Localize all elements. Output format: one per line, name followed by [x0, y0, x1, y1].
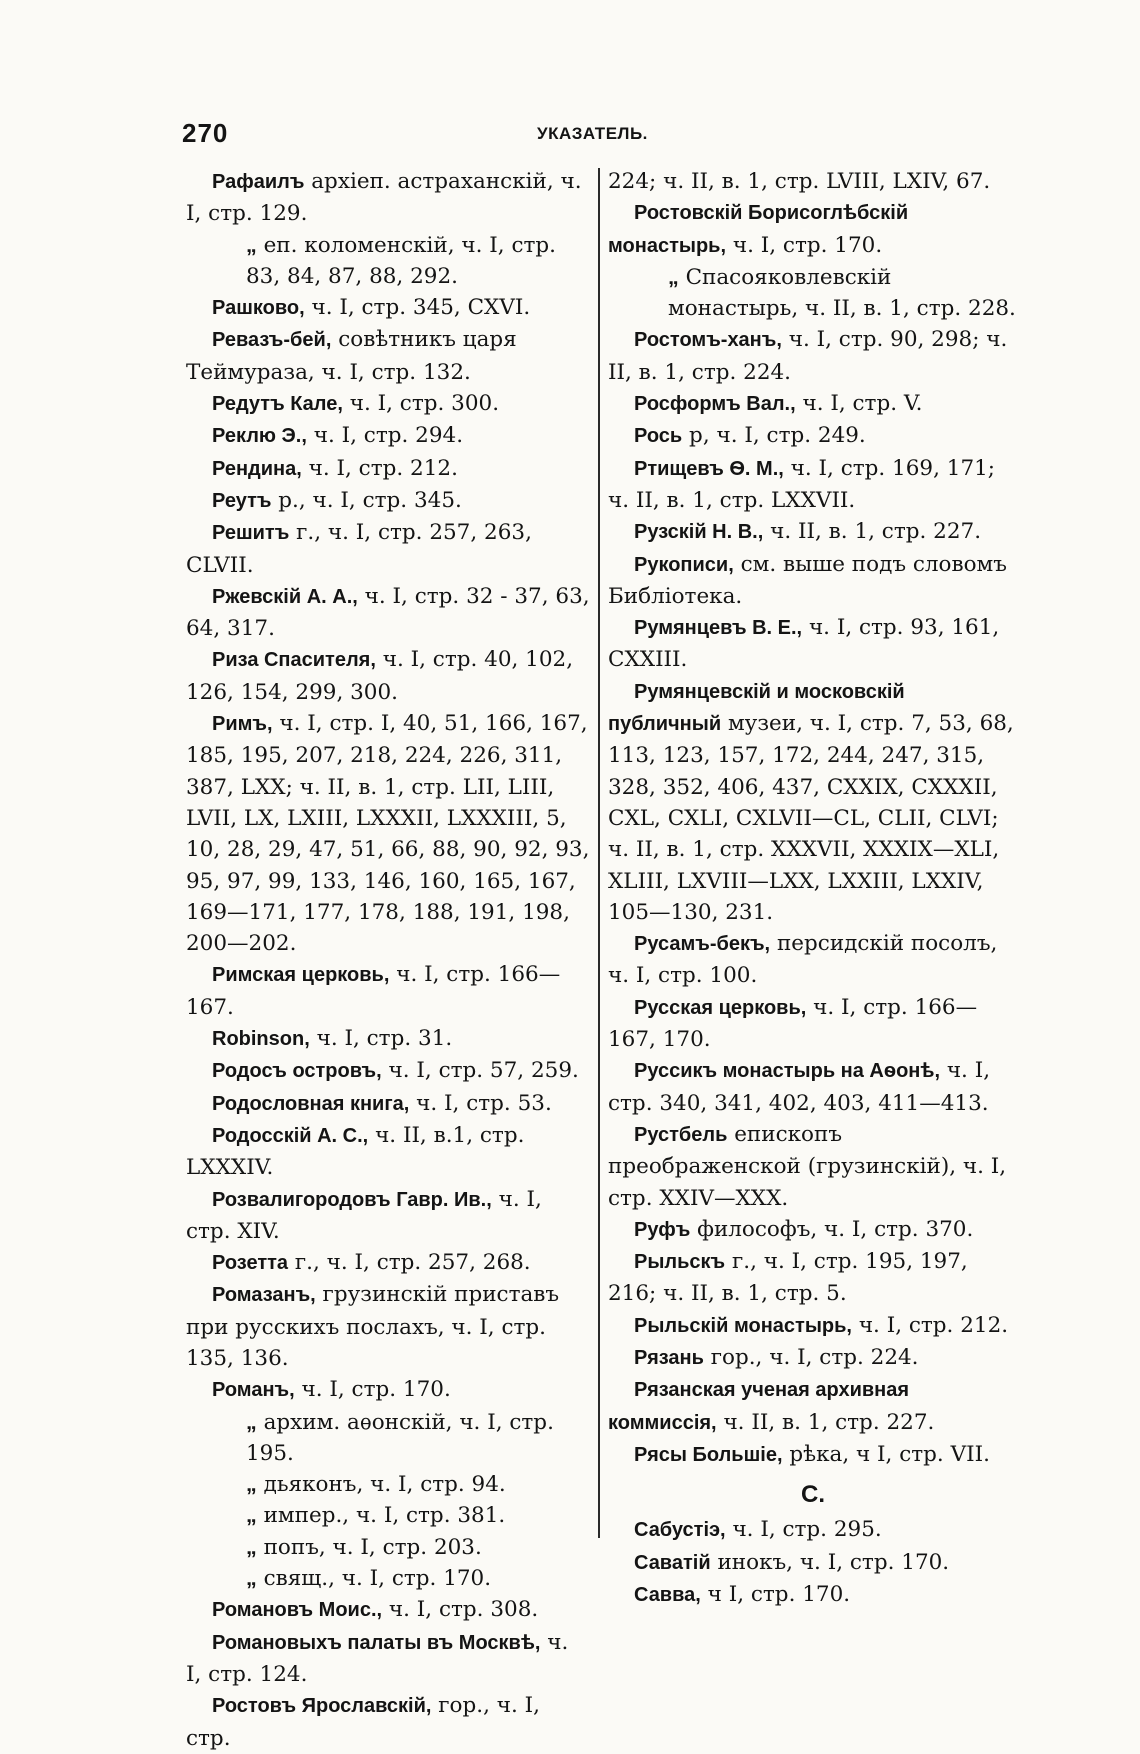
entry-references: г., ч. I, стр. 257, 268. [288, 1250, 531, 1276]
entry-references: инокъ, ч. I, стр. 170. [710, 1549, 950, 1575]
index-column-left [186, 166, 590, 1754]
entry-headword: Родословная книга, [212, 1092, 410, 1115]
index-entry [186, 1594, 590, 1626]
entry-references: совѣтникъ царя Теймураза, ч. I, стр. 132. [186, 327, 517, 385]
index-entry [186, 1088, 590, 1120]
entry-references: гор., ч. I, стр. 224. [703, 1344, 919, 1370]
entry-references: ч. I, стр. 124. [186, 1629, 569, 1687]
entry-references: епископъ преображенской (грузинскій), ч. I, стр. XXIV—XXX. [608, 1121, 1007, 1211]
entry-references: ч. I, стр. 31. [309, 1026, 453, 1052]
index-entry [608, 1579, 1018, 1611]
entry-references: грузинскій приставъ при русскихъ послахъ, ч. I, стр. 135, 136. [186, 1282, 560, 1371]
entry-headword: Рустбель [634, 1123, 728, 1146]
index-entry [186, 388, 590, 420]
entry-references: дьяконъ, ч. I, стр. 94. [256, 1472, 506, 1498]
entry-references: ч. I, стр. 166—167. [186, 962, 561, 1020]
entry-headword: Рафаилъ [212, 171, 305, 193]
entry-references: архим. аѳонскій, ч. I, стр. 195. [246, 1409, 554, 1466]
entry-references: ч. I, стр. 300. [342, 391, 500, 417]
entry-headword: Росформъ Вал., [634, 393, 796, 416]
entry-references: ч. I, стр. XIV. [186, 1186, 542, 1244]
entry-references: г., ч. I, стр. 257, 263, CLVII. [186, 520, 532, 578]
index-entry [608, 388, 1018, 420]
entry-headword: Ржевскій А. А., [212, 585, 358, 608]
entry-headword: Рукописи, [634, 553, 734, 576]
entry-references: ч. I, стр. 170. [294, 1377, 451, 1403]
entry-references: гор., ч. I, стр. [186, 1693, 540, 1751]
entry-references: Спасояковлевскій монастырь, ч. II, в. 1, стр. 228. [668, 264, 1016, 322]
entry-references: ч. I, стр. 170. [726, 232, 883, 258]
index-entry [186, 1563, 590, 1594]
entry-headword: Рязань [634, 1346, 704, 1369]
entry-headword: Русамъ-бекъ, [634, 933, 771, 956]
page-header [182, 118, 942, 158]
entry-headword: Романъ, [212, 1379, 295, 1402]
index-entry [186, 1055, 590, 1087]
index-entry [186, 517, 590, 581]
entry-references: ч. I, стр. V. [795, 391, 923, 417]
index-entry [608, 676, 1018, 928]
index-entry [186, 1500, 590, 1531]
index-entry [608, 197, 1018, 262]
ditto-mark: „ [246, 232, 257, 257]
index-entry [186, 485, 590, 517]
entry-headword: Рось [634, 425, 683, 448]
entry-references: ч. I, стр. 212. [851, 1312, 1009, 1338]
index-entry [608, 1374, 1018, 1439]
entry-headword: Решитъ [212, 522, 290, 545]
entry-headword: Рендина, [212, 457, 302, 480]
entry-headword: Розвалигородовъ Гавр. Ив., [212, 1188, 492, 1211]
entry-references: ч. II, в. 1, стр. 227. [716, 1409, 935, 1435]
entry-headword: Родосскій А. С., [212, 1124, 369, 1147]
index-entry [608, 549, 1018, 613]
index-entry [608, 420, 1018, 452]
running-head: УКАЗАТЕЛЬ. [537, 124, 648, 143]
entry-references: см. выше подъ словомъ Библіотека. [608, 551, 1007, 609]
entry-references: р., ч. I, стр. 345. [271, 487, 462, 513]
index-entry [608, 1119, 1018, 1214]
entry-references: ч. I, стр. 90, 298; ч. II, в. 1, стр. 224. [608, 327, 1008, 385]
index-entry [186, 1184, 590, 1248]
index-entry [608, 1547, 1018, 1579]
entry-references: ч. I, стр. I, 40, 51, 166, 167, 185, 195, 207, 218, 224, 226, 311, 387, LXX; ч. II, в. 1, стр. LII, LIII, LVII, LX, LXIII, LXXXII, LXXXIII, 5, 10, 28, 29, 47, 51, 66, 88, 90, 92, 93, 95, 97, 99, 133, 146, 160, 165, 167, 169—171, 177, 178, 188, 191, 198, 200—202. [186, 711, 590, 957]
entry-headword: Рясы Большіе, [634, 1443, 783, 1466]
entry-references: ч I, стр. 170. [700, 1582, 851, 1608]
entry-headword: Саватій [634, 1551, 711, 1574]
entry-references: персидскій посолъ, ч. I, стр. 100. [608, 931, 998, 989]
index-entry [186, 166, 590, 230]
index-entry [186, 1120, 590, 1184]
index-entry [608, 1310, 1018, 1342]
entry-headword: Родосъ островъ, [212, 1060, 382, 1083]
section-letter: С. [801, 1481, 825, 1509]
index-entry [186, 1627, 590, 1691]
index-entry [186, 708, 590, 959]
entry-headword: Ртищевъ Ѳ. М., [634, 457, 784, 480]
entry-headword: Ромазанъ, [212, 1284, 316, 1307]
index-entry [186, 453, 590, 485]
index-entry [186, 324, 590, 388]
index-entry [186, 644, 590, 708]
index-entry [186, 581, 590, 645]
entry-headword: Румянцевъ В. Е., [634, 617, 803, 640]
entry-headword: Реутъ [212, 489, 272, 512]
ditto-mark: „ [246, 1566, 257, 1591]
entry-references: ч. I, стр. 308. [382, 1597, 539, 1623]
entry-references: ч. I, стр. 295. [725, 1517, 882, 1543]
entry-references: рѣка, ч I, стр. VII. [782, 1441, 990, 1467]
entry-headword: Русская церковь, [634, 996, 807, 1019]
ditto-mark: „ [668, 264, 679, 289]
entry-headword: Robinson, [212, 1028, 310, 1051]
index-entry [608, 453, 1018, 517]
entry-references: попъ, ч. I, стр. 203. [256, 1534, 482, 1560]
entry-headword: Ростовъ Ярославскій, [212, 1695, 432, 1718]
entry-headword: Рыльскъ [634, 1251, 726, 1274]
entry-headword: Сабустіэ, [634, 1519, 726, 1542]
entry-references: ч. II, в. 1, стр. 227. [763, 519, 982, 545]
entry-headword: Ростомъ-ханъ, [634, 329, 782, 352]
index-entry [186, 1469, 590, 1500]
entry-references: ч. I, стр. 53. [409, 1090, 552, 1116]
entry-headword: Руфъ [634, 1218, 691, 1241]
entry-headword: Ростовскій Борисоглѣбскій монастырь, [608, 202, 909, 257]
entry-headword: Рашково, [212, 297, 305, 320]
entry-references: импер., ч. I, стр. 381. [256, 1503, 506, 1529]
index-entry [608, 516, 1018, 548]
index-column-right [608, 166, 1018, 1611]
entry-references: ч. I, стр. 166—167, 170. [608, 994, 978, 1053]
entry-headword: Редутъ Кале, [212, 393, 343, 416]
entry-references: ч. I, стр. 57, 259. [381, 1058, 579, 1084]
entry-headword: Рыльскій монастырь, [634, 1314, 852, 1337]
entry-headword: Рузскій Н. В., [634, 521, 764, 544]
entry-references: ч. I, стр. 212. [301, 455, 458, 481]
index-entry [186, 1374, 590, 1406]
entry-references: ч. I, стр. 340, 341, 402, 403, 411—413. [608, 1058, 991, 1116]
entry-headword: Римъ, [212, 713, 273, 736]
index-entry [186, 420, 590, 452]
entry-references: философъ, ч. I, стр. 370. [690, 1216, 974, 1242]
index-entry [186, 1690, 590, 1754]
page-number: 270 [182, 118, 229, 148]
entry-references: свящ., ч. I, стр. 170. [256, 1566, 492, 1592]
entry-references: ч. II, в.1, стр. LXXXIV. [186, 1122, 525, 1181]
entry-headword: Савва, [634, 1584, 701, 1607]
entry-headword: Розетта [212, 1252, 289, 1275]
ditto-mark: „ [246, 1534, 257, 1559]
index-entry [186, 292, 590, 324]
entry-references: архіеп. астраханскій, ч. I, стр. 129. [186, 169, 582, 227]
entry-continuation: 224; ч. II, в. 1, стр. LVIII, LXIV, 67. [608, 169, 991, 194]
index-entry [186, 1247, 590, 1279]
index-entry [608, 1342, 1018, 1374]
entry-headword: Риза Спасителя, [212, 649, 376, 672]
entry-references: еп. коломенскій, ч. I, стр. 83, 84, 87, 88, 292. [246, 232, 556, 289]
index-entry [608, 1439, 1018, 1471]
index-entry [608, 166, 1018, 197]
index-entry [608, 928, 1018, 992]
ditto-mark: „ [246, 1409, 257, 1434]
column-divider [598, 168, 600, 1538]
entry-headword: Рязанская ученая архивная коммиссія, [608, 1379, 910, 1434]
entry-references: ч. I, стр. 40, 102, 126, 154, 299, 300. [186, 647, 574, 705]
entry-references: р, ч. I, стр. 249. [682, 423, 866, 449]
index-entry [186, 1407, 590, 1470]
index-entry [608, 992, 1018, 1056]
ditto-mark: „ [246, 1503, 257, 1528]
entry-headword: Ревазъ-бей, [212, 329, 332, 352]
entry-headword: Романовыхъ палаты въ Москвѣ, [212, 1631, 541, 1654]
entry-references: г., ч. I, стр. 195, 197, 216; ч. II, в. 1, стр. 5. [608, 1249, 968, 1307]
index-entry [186, 1279, 590, 1374]
entry-references: ч. I, стр. 345, CXVI. [304, 295, 531, 321]
ditto-mark: „ [246, 1472, 257, 1497]
index-entry [186, 959, 590, 1023]
entry-references: ч. I, стр. 32 - 37, 63, 64, 317. [186, 583, 590, 642]
index-entry [608, 1246, 1018, 1310]
entry-headword: Румянцевскій и московскій публичный [608, 680, 905, 736]
entry-headword: Руссикъ монастырь на Аѳонѣ, [634, 1060, 940, 1083]
index-entry [186, 230, 590, 293]
index-entry [186, 1023, 590, 1055]
index-entry [608, 1214, 1018, 1246]
index-entry [608, 612, 1018, 676]
entry-references: ч. I, стр. 93, 161, CXXIII. [608, 615, 1000, 673]
index-entry [608, 324, 1018, 388]
index-entry [608, 262, 1018, 325]
index-entry [186, 1532, 590, 1563]
index-entry [608, 1055, 1018, 1119]
entry-headword: Римская церковь, [212, 964, 390, 987]
entry-headword: Реклю Э., [212, 425, 307, 448]
entry-references: ч. I, стр. 294. [306, 423, 464, 449]
entry-headword: Романовъ Моис., [212, 1599, 383, 1622]
entry-references: ч. I, стр. 169, 171; ч. II, в. 1, стр. LXXVII. [608, 455, 996, 513]
index-entry [608, 1514, 1018, 1546]
entry-references: музеи, ч. I, стр. 7, 53, 68, 113, 123, 157, 172, 244, 247, 315, 328, 352, 406, 437, CXXIX, CXXXII, CXL, CXLI, CXLVII—CL, CLII, CLVI; ч. II, в. 1, стр. XXXVII, XXXIX—XLI, XLIII, LXVIII—LXX, LXXIII, LXXIV, 105—130, 231. [608, 711, 1014, 925]
